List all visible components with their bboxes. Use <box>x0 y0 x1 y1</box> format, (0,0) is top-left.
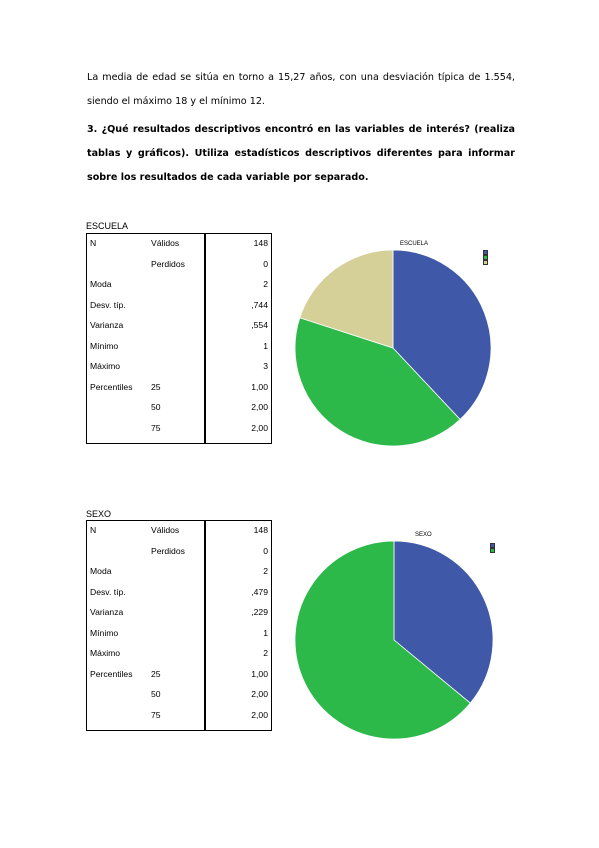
chart-title: ESCUELA <box>400 241 429 247</box>
row-label-cell: Máximo <box>90 648 121 658</box>
table-row <box>87 320 272 341</box>
sub-label-cell: Válidos <box>148 234 205 259</box>
value-cell: 0 <box>263 545 268 556</box>
value-cell: ,479 <box>251 586 268 597</box>
table-row <box>87 669 272 690</box>
legend-swatch <box>490 548 495 553</box>
value-cell: 1,00 <box>251 381 268 392</box>
table-row <box>87 259 272 280</box>
table-row <box>87 566 272 587</box>
table-row <box>87 402 272 423</box>
sub-label-cell: 25 <box>148 669 205 690</box>
table-row <box>87 361 272 382</box>
value-cell: 1,00 <box>251 668 268 679</box>
sub-label-cell <box>148 361 205 382</box>
sub-label-cell: 75 <box>148 423 205 444</box>
sub-label-cell <box>148 607 205 628</box>
sub-label-cell: Válidos <box>148 521 205 546</box>
chart-legend <box>490 543 497 553</box>
row-label-cell: Percentiles <box>90 668 133 679</box>
value-cell: 2 <box>263 648 268 658</box>
table-row <box>87 521 272 546</box>
row-label-cell: N <box>90 525 97 535</box>
value-cell: 2,00 <box>251 689 268 699</box>
legend-item <box>490 548 497 553</box>
sub-label-cell: 75 <box>148 710 205 731</box>
table-row <box>87 300 272 321</box>
table-row <box>87 382 272 403</box>
table-row <box>87 546 272 567</box>
row-label-cell: Percentiles <box>90 381 133 392</box>
table-row <box>87 628 272 649</box>
value-cell: 0 <box>263 258 268 269</box>
table-row <box>87 234 272 259</box>
pie-svg <box>293 248 493 448</box>
row-label-cell: Varianza <box>90 320 124 330</box>
row-label-cell: Máximo <box>90 361 121 371</box>
table-row <box>87 341 272 362</box>
row-label-cell: Mínimo <box>90 340 119 351</box>
row-label-cell: Moda <box>90 279 112 289</box>
table-row <box>87 423 272 444</box>
value-cell: 148 <box>253 238 268 248</box>
row-label-cell <box>87 259 149 280</box>
table-row <box>87 587 272 608</box>
sub-label-cell <box>148 320 205 341</box>
sub-label-cell <box>148 279 205 300</box>
value-cell: 2 <box>263 279 268 289</box>
value-cell: 1 <box>263 627 268 638</box>
value-cell: ,554 <box>251 320 268 330</box>
sub-label-cell: 50 <box>148 689 205 710</box>
legend-swatch <box>483 260 488 265</box>
value-cell: 1 <box>263 340 268 351</box>
pie-svg <box>293 539 495 741</box>
chart-title: SEXO <box>415 532 432 538</box>
value-cell: 2,00 <box>251 709 268 720</box>
row-label-cell <box>87 546 149 567</box>
sub-label-cell: 50 <box>148 402 205 423</box>
value-cell: 2,00 <box>251 422 268 433</box>
table-row <box>87 689 272 710</box>
table-title-escuela: ESCUELA <box>86 221 129 231</box>
table-row <box>87 710 272 731</box>
value-cell: 2,00 <box>251 402 268 412</box>
sub-label-cell <box>148 628 205 649</box>
table-row <box>87 279 272 300</box>
paragraph-question-3: 3. ¿Qué resultados descriptivos encontró en las variables de interés? (realiza tablas y gráficos). Utiliza estadísticos descriptivos diferentes para informar sobre los resultados de cada variable por separado. <box>87 124 515 183</box>
value-cell: ,229 <box>251 607 268 617</box>
table-row <box>87 607 272 628</box>
legend-item <box>483 260 490 265</box>
stats-table-sexo <box>86 520 272 731</box>
sub-label-cell: Perdidos <box>148 546 205 567</box>
paragraph-age-summary: La media de edad se sitúa en torno a 15,27 años, con una desviación típica de 1.554, siendo el máximo 18 y el mínimo 12. <box>87 72 515 107</box>
sub-label-cell: 25 <box>148 382 205 403</box>
value-cell: 3 <box>263 361 268 371</box>
sub-label-cell: Perdidos <box>148 259 205 280</box>
sub-label-cell <box>148 566 205 587</box>
row-label-cell <box>87 710 149 731</box>
row-label-cell: N <box>90 238 97 248</box>
row-label-cell: Mínimo <box>90 627 119 638</box>
sub-label-cell <box>148 341 205 362</box>
row-label-cell: Desv. típ. <box>90 299 126 310</box>
sub-label-cell <box>148 587 205 608</box>
value-cell: 148 <box>253 525 268 535</box>
chart-legend <box>483 250 490 265</box>
stats-table-escuela <box>86 233 272 444</box>
value-cell: 2 <box>263 566 268 576</box>
row-label-cell: Moda <box>90 566 112 576</box>
sub-label-cell <box>148 648 205 669</box>
row-label-cell: Varianza <box>90 607 124 617</box>
row-label-cell <box>87 423 149 444</box>
table-row <box>87 648 272 669</box>
row-label-cell: Desv. típ. <box>90 586 126 597</box>
value-cell: ,744 <box>251 299 268 310</box>
sub-label-cell <box>148 300 205 321</box>
table-title-sexo: SEXO <box>86 509 112 519</box>
row-label-cell <box>87 402 149 423</box>
row-label-cell <box>87 689 149 710</box>
